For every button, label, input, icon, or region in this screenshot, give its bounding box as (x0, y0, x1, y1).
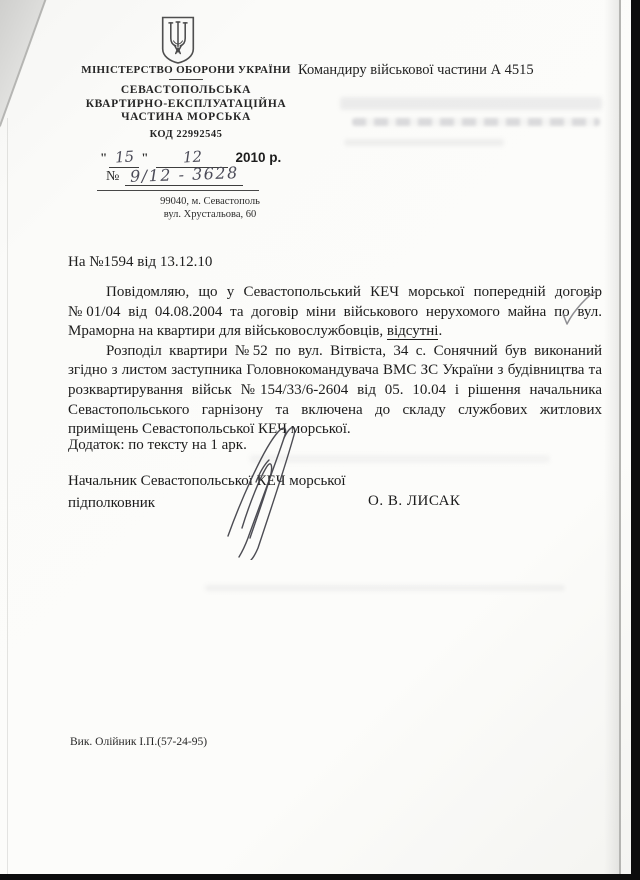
form-rule-line (97, 190, 259, 191)
scanner-background-bottom (0, 874, 640, 880)
org-name-line2: КВАРТИРНО-ЕКСПЛУАТАЦІЙНА (85, 97, 287, 110)
org-name-line1: СЕВАСТОПОЛЬСЬКА (120, 84, 252, 96)
address-line1: 99040, м. Севастополь (160, 196, 260, 207)
paragraph-1-text: Повідомляю, що у Севастопольський КЕЧ морської попередній договір №01/04 від 04.08.2004 та договір міни військового нерухомого майна по вул. Мраморна на квартири для військовослужбовців, (68, 284, 602, 340)
quote-close: " (141, 150, 149, 165)
scan-artifact-bleedthrough (344, 139, 504, 146)
outgoing-number-row (106, 165, 243, 186)
executor-note: Вик. Олійник І.П.(57-24-95) (70, 736, 208, 748)
quote-open: " (100, 150, 108, 165)
scan-artifact-bleedthrough (340, 97, 602, 110)
attachment-line: Додаток: по тексту на 1 арк. (68, 437, 247, 453)
paragraph-1-underlined-word: відсутні (386, 323, 439, 340)
signer-title-line2: підполковник (68, 494, 156, 511)
page-corner-fold-artifact (0, 0, 48, 130)
scan-artifact-bleedthrough (352, 118, 600, 126)
handwritten-day: 15 (114, 147, 135, 167)
scan-artifact-bleedthrough (205, 585, 565, 591)
paragraph-2: Розподіл квартири №52 по вул. Вітвіста, 34 с. Сонячний був виконаний згідно з листом заступника Головнокомандувача ВМС ЗС України з будівництва та розквартирування військ №154/33/6-2604 від 05. 10.04 і рішення начальника Севастопольського гарнізону та включена до складу службових житлових приміщень Севастопольської КЕЧ морської. (68, 342, 602, 438)
paragraph-1 (68, 283, 602, 342)
reference-line: На №1594 від 13.12.10 (68, 254, 213, 270)
ministry-title: МІНІСТЕРСТВО ОБОРОНИ УКРАЇНИ (81, 64, 291, 76)
handwritten-checkmark-icon (558, 286, 602, 334)
signer-title-line1: Начальник Севастопольської КЕЧ морської (68, 473, 346, 489)
sender-address (125, 196, 295, 221)
number-sign: № (106, 169, 120, 184)
paper-crease-left (7, 118, 8, 874)
org-code: КОД 22992545 (149, 128, 223, 140)
signer-name: О. В. ЛИСАК (368, 493, 461, 509)
handwritten-outgoing-number: 9/12 - 3628 (129, 163, 240, 186)
recipient-line: Командиру військової частини А 4515 (298, 62, 534, 78)
scan-right-shadow (604, 0, 619, 880)
letterhead-block (72, 64, 300, 140)
ukraine-trident-emblem-icon (160, 15, 196, 65)
number-slot (125, 165, 243, 186)
scan-paper-edge-line (619, 0, 621, 880)
org-name-line3: ЧАСТИНА МОРСЬКА (121, 111, 251, 123)
paragraph-1-period: . (438, 323, 443, 340)
scanner-background-right (631, 0, 640, 880)
letter-body (68, 283, 602, 440)
handwritten-signature (212, 424, 314, 560)
letterhead-divider (169, 79, 203, 80)
printed-year: 2010 р. (235, 150, 282, 165)
handwritten-month: 12 (182, 147, 203, 167)
address-line2: вул. Хрустальова, 60 (163, 208, 257, 220)
